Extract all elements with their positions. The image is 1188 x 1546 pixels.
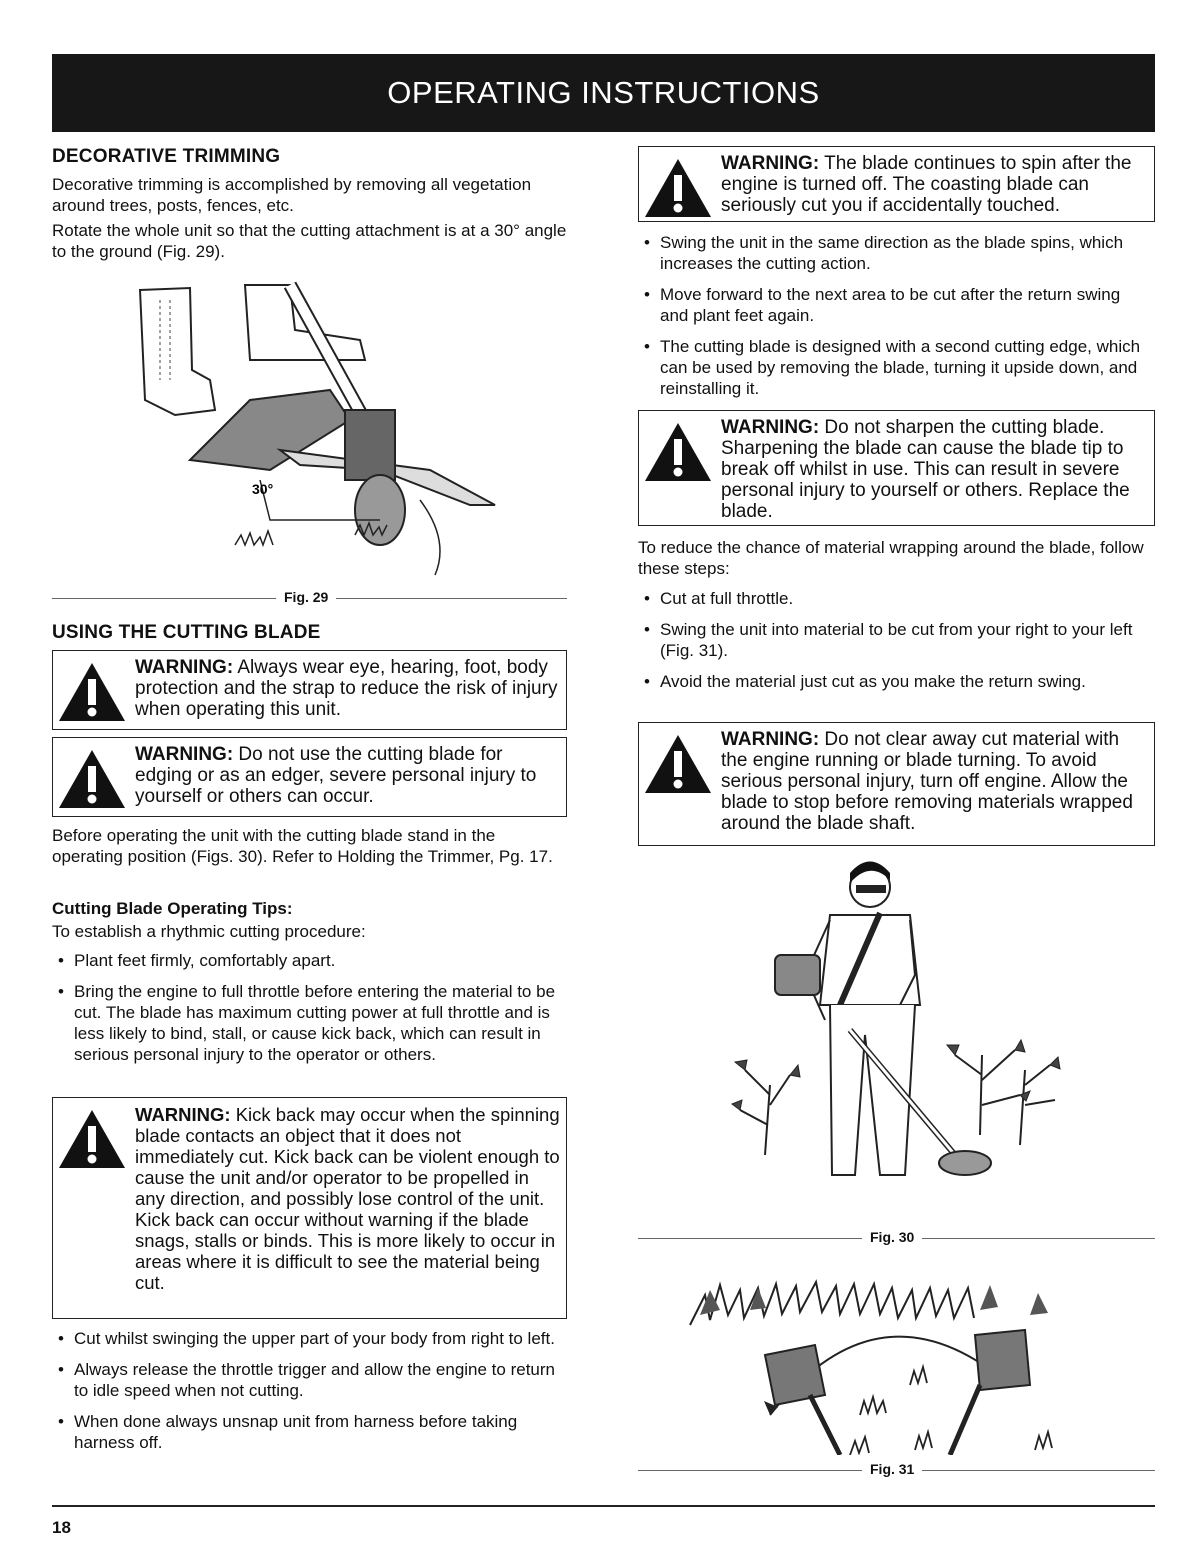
warning-text: Always wear eye, hearing, foot, body protection and the strap to reduce the risk of injury when operating this unit. bbox=[135, 657, 558, 720]
tips-heading: Cutting Blade Operating Tips: bbox=[52, 899, 293, 918]
decorative-trimming-heading: DECORATIVE TRIMMING bbox=[52, 146, 281, 167]
angle-label: 30° bbox=[252, 481, 274, 497]
wrapping-paragraph: To reduce the chance of material wrapping around the blade, follow these steps: bbox=[638, 538, 1144, 578]
warning-triangle-icon bbox=[643, 733, 713, 795]
page-title: OPERATING INSTRUCTIONS bbox=[52, 54, 1155, 132]
warning-box-coasting-blade bbox=[638, 146, 1155, 222]
warning-lead: WARNING: bbox=[721, 417, 820, 438]
list-item: • Avoid the material just cut as you make the return swing. bbox=[638, 671, 1153, 692]
list-item: • Cut whilst swinging the upper part of your body from right to left. bbox=[52, 1328, 557, 1349]
warning-triangle-icon bbox=[643, 157, 713, 219]
warning-lead: WARNING: bbox=[135, 744, 234, 765]
warning-lead: WARNING: bbox=[721, 153, 820, 174]
decorative-paragraph-1: Decorative trimming is accomplished by removing all vegetation around trees, posts, fences, etc. bbox=[52, 175, 532, 215]
warning-lead: WARNING: bbox=[135, 1104, 231, 1125]
list-item: • Swing the unit in the same direction as the blade spins, which increases the cutting action. bbox=[638, 232, 1143, 274]
warning-lead: WARNING: bbox=[721, 729, 820, 750]
warning-text: The blade continues to spin after the engine is turned off. The coasting blade can seriously cut you if accidentally touched. bbox=[721, 153, 1132, 216]
fig29-illustration bbox=[130, 280, 510, 580]
wrapping-list bbox=[638, 588, 1153, 692]
list-item: • When done always unsnap unit from harness before taking harness off. bbox=[52, 1411, 557, 1453]
footer-rule bbox=[52, 1505, 1155, 1507]
list-item: • The cutting blade is designed with a second cutting edge, which can be used by removing the blade, turning it upside down, and reinstalling it. bbox=[638, 336, 1143, 399]
swing-list bbox=[638, 232, 1143, 399]
page-number: 18 bbox=[52, 1518, 71, 1537]
cutting-blade-heading: USING THE CUTTING BLADE bbox=[52, 622, 321, 643]
list-item: • Swing the unit into material to be cut from your right to your left (Fig. 31). bbox=[638, 619, 1153, 661]
warning-triangle-icon bbox=[57, 1108, 127, 1170]
warning-text: Do not use the cutting blade for edging or as an edger, severe personal injury to yourself or others can occur. bbox=[135, 744, 537, 807]
operating-position-paragraph: Before operating the unit with the cutting blade stand in the operating position (Figs. 30). Refer to Holding the Trimmer, Pg. 17. bbox=[52, 826, 553, 866]
list-item: • Always release the throttle trigger and allow the engine to return to idle speed when not cutting. bbox=[52, 1359, 557, 1401]
warning-box-body-protection bbox=[52, 650, 567, 730]
fig30-illustration bbox=[720, 855, 1080, 1225]
list-item: • Move forward to the next area to be cut after the return swing and plant feet again. bbox=[638, 284, 1143, 326]
list-item: • Bring the engine to full throttle before entering the material to be cut. The blade has maximum cutting power at full throttle and is less likely to bind, stall, or cause kick back, which can result in serious personal injury to the operator or others. bbox=[52, 981, 557, 1065]
warning-triangle-icon bbox=[643, 421, 713, 483]
fig31-illustration bbox=[680, 1255, 1100, 1455]
warning-text: Kick back may occur when the spinning blade contacts an object that it does not immediately cut. Kick back can be violent enough to cause the unit and/or operator to be propelled in any direction, and possibly lose control of the unit. Kick back can occur without warning if the blade snags, stalls or binds. This is more likely to occur in areas where it is difficult to see the material being cut. bbox=[135, 1104, 560, 1293]
fig30-caption: Fig. 30 bbox=[862, 1229, 922, 1245]
warning-text: Do not clear away cut material with the engine running or blade turning. To avoid serious personal injury, turn off engine. Allow the blade to stop before removing materials wrapped around the blade shaft. bbox=[721, 729, 1133, 834]
list-item: • Cut at full throttle. bbox=[638, 588, 1153, 609]
warning-box-edging bbox=[52, 737, 567, 817]
warning-box-clear-material bbox=[638, 722, 1155, 846]
fig29-caption: Fig. 29 bbox=[276, 589, 336, 605]
warning-triangle-icon bbox=[57, 661, 127, 723]
warning-lead: WARNING: bbox=[135, 657, 234, 678]
fig31-caption: Fig. 31 bbox=[862, 1461, 922, 1477]
tips-intro: To establish a rhythmic cutting procedure: bbox=[52, 922, 366, 941]
warning-box-sharpen bbox=[638, 410, 1155, 526]
decorative-paragraph-2: Rotate the whole unit so that the cutting attachment is at a 30° angle to the ground (Fig. 29). bbox=[52, 221, 567, 261]
tips-list bbox=[52, 950, 557, 1065]
warning-text: Do not sharpen the cutting blade. Sharpening the blade can cause the blade tip to break off whilst in use. This can result in severe personal injury to yourself or others. Replace the blade. bbox=[721, 417, 1130, 522]
tips-list-2 bbox=[52, 1328, 557, 1453]
list-item: • Plant feet firmly, comfortably apart. bbox=[52, 950, 557, 971]
warning-triangle-icon bbox=[57, 748, 127, 810]
warning-box-kickback bbox=[52, 1097, 567, 1319]
